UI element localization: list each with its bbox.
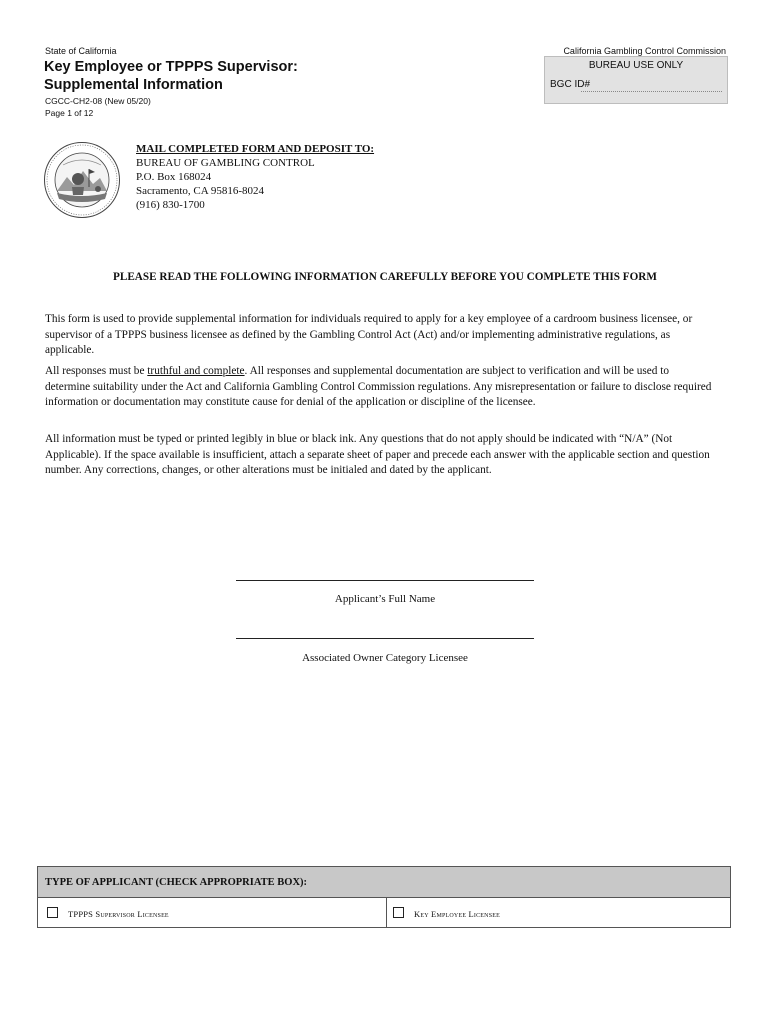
- full-name-label: Applicant’s Full Name: [334, 593, 436, 605]
- applicant-type-heading: TYPE OF APPLICANT (CHECK APPROPRIATE BOX):: [45, 877, 308, 888]
- applicant-type-header: [38, 867, 730, 898]
- para-text: All responses must be: [45, 365, 148, 377]
- bgc-id-field[interactable]: [581, 91, 722, 92]
- instructions-paragraph: This form is used to provide supplemental information for individuals required to apply for a key employee of a cardroom business licensee, or supervisor of a TPPPS business licensee as defined by the Gambling Control Act (Act) and/or implementing administrative regulations, as applicable.: [45, 313, 693, 356]
- instructions-paragraph: [45, 364, 715, 411]
- mail-address-line: (916) 830-1700: [136, 199, 205, 211]
- instructions-paragraph: All information must be typed or printed legibly in blue or black ink. Any questions that do not apply should be indicated with “N/A” (Not Applicable). If the space available is insufficient, attach a separate sheet of paper and precede each answer with the applicable section and question number. Any corrections, changes, or other alterations must be initialed and dated by the applicant.: [45, 433, 710, 476]
- option-label: TPPPS Supervisor Licensee: [68, 909, 169, 919]
- divider: [386, 897, 387, 927]
- option-key-employee[interactable]: [393, 907, 500, 919]
- form-title-line1: Key Employee or TPPPS Supervisor:: [44, 59, 298, 75]
- form-number: CGCC-CH2-08 (New 05/20): [45, 96, 151, 106]
- applicant-type-table: [37, 866, 731, 928]
- page-number: Page 1 of 12: [45, 108, 94, 118]
- mail-address-line: P.O. Box 168024: [136, 171, 212, 183]
- full-name-field[interactable]: [236, 580, 534, 581]
- checkbox-icon[interactable]: [47, 907, 58, 918]
- instructions-heading: PLEASE READ THE FOLLOWING INFORMATION CAREFULLY BEFORE YOU COMPLETE THIS FORM: [113, 271, 657, 283]
- owner-licensee-field[interactable]: [236, 638, 534, 639]
- para-emphasis: truthful and complete: [147, 365, 245, 377]
- bureau-use-box: [544, 56, 728, 104]
- mail-address-line: Sacramento, CA 95816-8024: [136, 185, 265, 197]
- bureau-use-label: BUREAU USE ONLY: [588, 60, 684, 71]
- option-label: Key Employee Licensee: [414, 909, 500, 919]
- option-tppps-supervisor[interactable]: [47, 907, 169, 919]
- checkbox-icon[interactable]: [393, 907, 404, 918]
- mail-heading: MAIL COMPLETED FORM AND DEPOSIT TO:: [136, 143, 375, 155]
- great-seal-of-california-icon: [43, 141, 121, 219]
- form-title: [44, 58, 374, 94]
- bgc-id-label: BGC ID#: [550, 79, 591, 90]
- state-label: State of California: [45, 46, 117, 56]
- owner-licensee-label: Associated Owner Category Licensee: [302, 652, 468, 664]
- agency-label: California Gambling Control Commission: [563, 46, 726, 56]
- para-text: . All responses and supplemental documentation are subject to verification and will be used to determine suitability under the Act and California Gambling Control Commission regulations. Any misrepresentation or failure to disclose required information or documentation may constitute cause for denial of the application or discipline of the licensee.: [45, 365, 712, 408]
- mail-address-line: BUREAU OF GAMBLING CONTROL: [136, 157, 315, 169]
- form-title-line2: Supplemental Information: [44, 77, 223, 93]
